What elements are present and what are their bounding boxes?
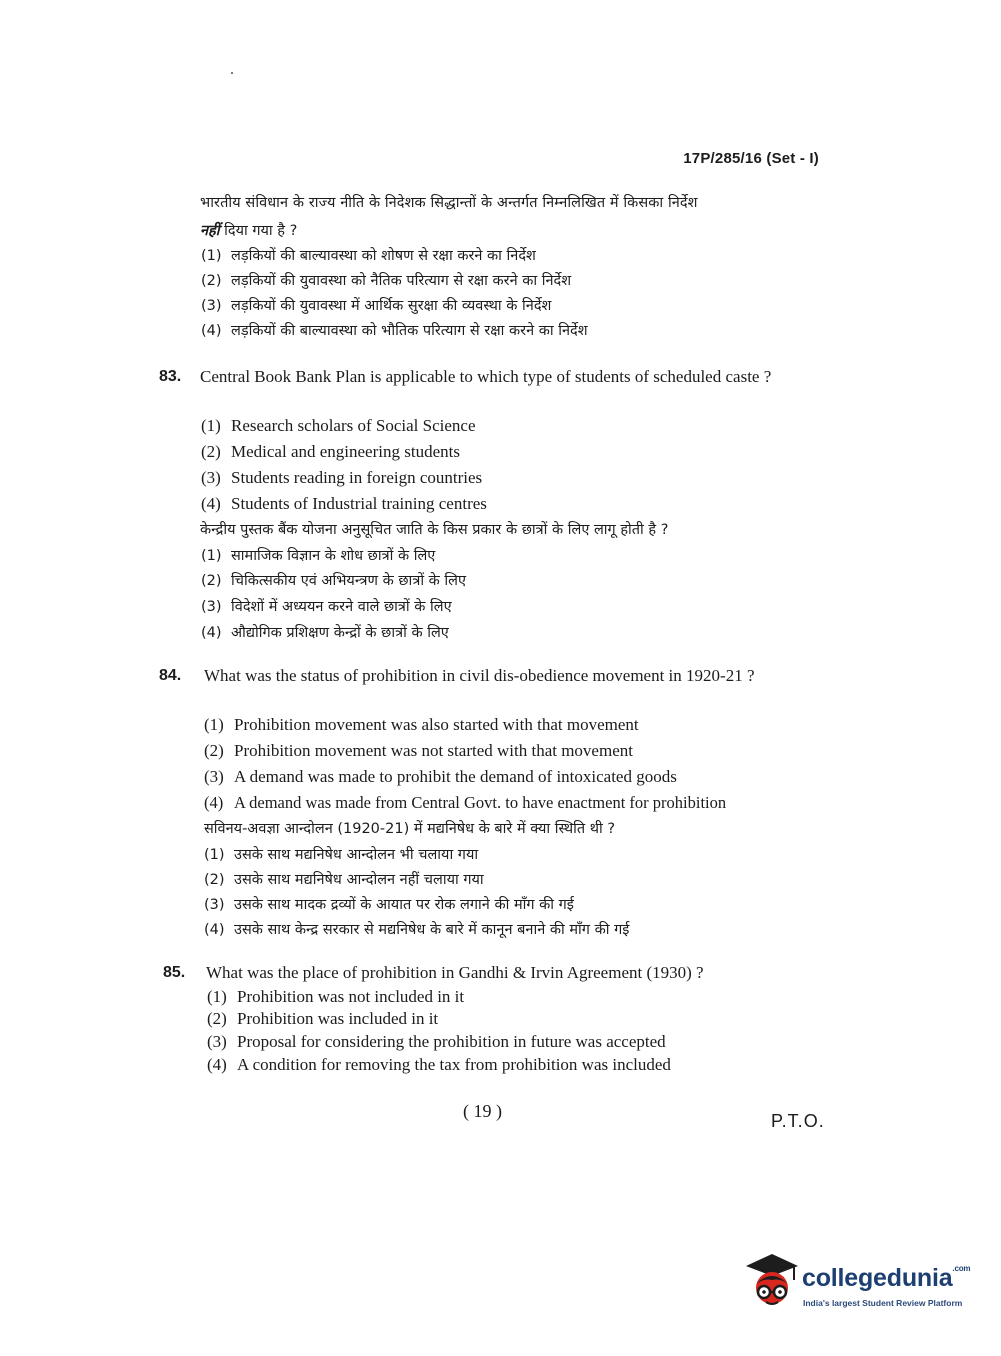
q83-hindi-option-2: (2) चिकित्सकीय एवं अभियन्त्रण के छात्रों के लिए: [201, 573, 467, 589]
q83-stem: Central Book Bank Plan is applicable to which type of students of scheduled caste ?: [200, 367, 772, 386]
q84-hindi-option-3: (3) उसके साथ मादक द्रव्यों के आयात पर रोक लगाने की माँग की गई: [204, 897, 574, 913]
q84-hindi-option-4: (4) उसके साथ केन्द्र सरकार से मद्यनिषेध के बारे में कानून बनाने की माँग की गई: [204, 922, 630, 938]
q85-number: 85.: [163, 964, 186, 981]
q84-stem: What was the status of prohibition in civil dis-obedience movement in 1920-21 ?: [204, 666, 755, 685]
q82-hindi-stem-line1: भारतीय संविधान के राज्य नीति के निदेशक सिद्धान्तों के अन्तर्गत निम्नलिखित में किसका निर्देश: [200, 195, 698, 211]
q85-option-1: (1) Prohibition was not included in it: [207, 987, 465, 1006]
q83-option-2: (2) Medical and engineering students: [201, 442, 460, 461]
q83-hindi-option-1: (1) सामाजिक विज्ञान के शोध छात्रों के लिए: [201, 548, 436, 564]
q82-hindi-stem-line2: [200, 220, 297, 240]
q85-option-2: (2) Prohibition was included in it: [207, 1009, 439, 1028]
q82-hindi-stem-rest: दिया गया है ?: [219, 223, 298, 239]
q84-option-1: (1) Prohibition movement was also started with that movement: [204, 715, 639, 734]
pto-label: P.T.O.: [771, 1111, 825, 1131]
logo-tagline: India's largest Student Review Platform: [803, 1298, 963, 1308]
scan-speck: [231, 72, 233, 74]
logo-wordmark: collegedunia$^{.com}$: [802, 1264, 971, 1292]
q82-hindi-option-4: (4) लड़कियों की बाल्यावस्था को भौतिक परित्याग से रक्षा करने का निर्देश: [201, 323, 588, 339]
q85-option-3: (3) Proposal for considering the prohibition in future was accepted: [207, 1032, 666, 1051]
q83-option-4: (4) Students of Industrial training centres: [201, 494, 487, 513]
q82-hindi-option-1: (1) लड़कियों की बाल्यावस्था को शोषण से रक्षा करने का निर्देश: [201, 248, 536, 264]
paper-code: 17P/285/16 (Set - I): [683, 150, 819, 167]
q83-option-3: (3) Students reading in foreign countries: [201, 468, 483, 487]
collegedunia-logo: [742, 1250, 972, 1314]
q82-hindi-option-2: (2) लड़कियों की युवावस्था को नैतिक परित्याग से रक्षा करने का निर्देश: [201, 273, 572, 289]
q84-option-4: (4) A demand was made from Central Govt. to have enactment for prohibition: [204, 793, 727, 812]
page-number: ( 19 ): [463, 1101, 502, 1121]
q83-hindi-option-4: (4) औद्योगिक प्रशिक्षण केन्द्रों के छात्रों के लिए: [201, 625, 449, 641]
q83-option-1: (1) Research scholars of Social Science: [201, 416, 476, 435]
q85-option-4: (4) A condition for removing the tax from prohibition was included: [207, 1055, 671, 1074]
q84-hindi-option-2: (2) उसके साथ मद्यनिषेध आन्दोलन नहीं चलाया गया: [204, 872, 484, 888]
q84-option-2: (2) Prohibition movement was not started with that movement: [204, 741, 633, 760]
q84-option-3: (3) A demand was made to prohibit the demand of intoxicated goods: [204, 767, 677, 786]
q82-hindi-emphasis: नहीं: [200, 223, 220, 239]
mascot-icon: [742, 1250, 802, 1314]
q84-hindi-stem: सविनय-अवज्ञा आन्दोलन (1920-21) में मद्यनिषेध के बारे में क्या स्थिति थी ?: [204, 821, 616, 837]
q84-hindi-option-1: (1) उसके साथ मद्यनिषेध आन्दोलन भी चलाया गया: [204, 847, 479, 863]
q83-hindi-stem: केन्द्रीय पुस्तक बैंक योजना अनुसूचित जाति के किस प्रकार के छात्रों के लिए लागू होती है ?: [200, 522, 669, 538]
q82-hindi-option-3: (3) लड़कियों की युवावस्था में आर्थिक सुरक्षा की व्यवस्था के निर्देश: [201, 298, 552, 314]
q83-hindi-option-3: (3) विदेशों में अध्ययन करने वाले छात्रों के लिए: [201, 599, 452, 615]
q85-stem: What was the place of prohibition in Gandhi & Irvin Agreement (1930) ?: [206, 963, 704, 982]
q83-number: 83.: [159, 368, 182, 385]
q84-number: 84.: [159, 667, 182, 684]
